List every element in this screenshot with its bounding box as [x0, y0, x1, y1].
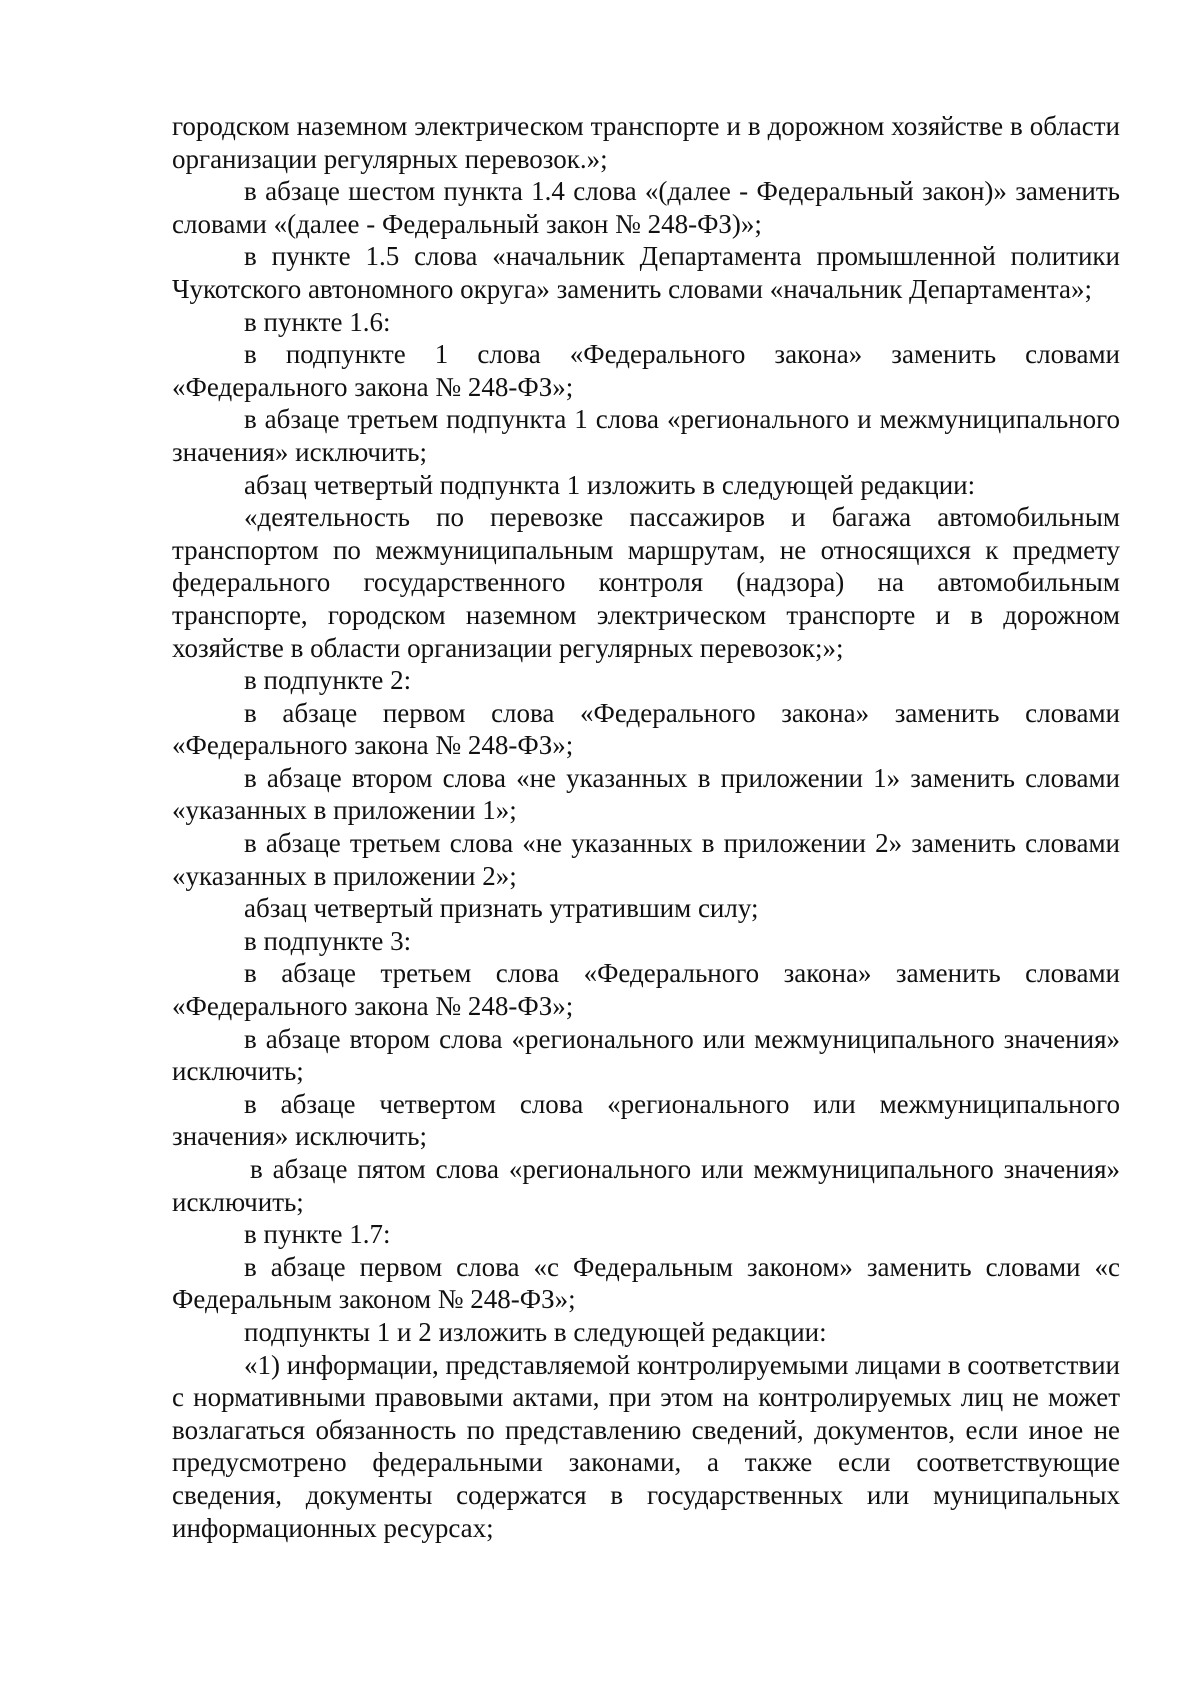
- paragraph-sub-2-first: в абзаце первом слова «Федерального закона» заменить словами «Федерального закона № 248-ФЗ»;: [172, 697, 1120, 761]
- paragraph-1-6-sub-1-fourth: абзац четвертый подпункта 1 изложить в следующей редакции:: [244, 469, 976, 500]
- paragraph-quoted-information: «1) информации, представляемой контролируемыми лицами в соответствии с нормативными правовыми актами, при этом на контролируемых лиц не может возлагаться обязанность по представлению сведений, документов, если иное не предусмотрено федеральными законами, а также если соответствующие сведения, документы содержатся в государственных или муниципальных информационных ресурсах;: [172, 1349, 1120, 1543]
- paragraph-1-4: в абзаце шестом пункта 1.4 слова «(далее - Федеральный закон)» заменить словами «(далее - Федеральный закон № 248-ФЗ)»;: [172, 176, 1120, 239]
- paragraph-sub-3-third: в абзаце третьем слова «Федерального закона» заменить словами «Федерального закона № 248-ФЗ»;: [172, 958, 1120, 1022]
- paragraph-sub-2-fourth: абзац четвертый признать утратившим силу;: [244, 893, 759, 924]
- paragraph-continuation: городском наземном электрическом транспорте и в дорожном хозяйстве в области организации регулярных перевозок.»;: [172, 111, 1120, 174]
- paragraph-sub-2-heading: в подпункте 2:: [244, 665, 412, 696]
- paragraph-sub-3-fifth: в абзаце пятом слова «регионального или межмуниципального значения» исключить;: [172, 1154, 1120, 1217]
- paragraph-1-7-first: в абзаце первом слова «с Федеральным законом» заменить словами «с Федеральным законом № 248-ФЗ»;: [172, 1251, 1120, 1315]
- paragraph-quoted-activity: «деятельность по перевозке пассажиров и багажа автомобильным транспортом по межмуниципальным маршрутам, не относящихся к предмету федерального государственного контроля (надзора) на автомобильным транспорте, городском наземном электрическом транспорте и в дорожном хозяйстве в области организации регулярных перевозок;»;: [172, 502, 1120, 663]
- paragraph-sub-2-second: в абзаце втором слова «не указанных в приложении 1» заменить словами «указанных в приложении 1»;: [172, 762, 1120, 826]
- paragraph-sub-2-third: в абзаце третьем слова «не указанных в приложении 2» заменить словами «указанных в приложении 2»;: [172, 828, 1120, 891]
- paragraph-1-7-heading: в пункте 1.7:: [244, 1219, 391, 1250]
- paragraph-1-6-sub-1-third: в абзаце третьем подпункта 1 слова «регионального и межмуниципального значения» исключить;: [172, 404, 1120, 467]
- document-page: [172, 110, 1120, 1544]
- paragraph-1-7-subpoints: подпункты 1 и 2 изложить в следующей редакции:: [244, 1316, 827, 1347]
- paragraph-1-5: в пункте 1.5 слова «начальник Департамента промышленной политики Чукотского автономного округа» заменить словами «начальник Департамента»;: [172, 241, 1120, 304]
- paragraph-sub-3-second: в абзаце втором слова «регионального или межмуниципального значения» исключить;: [172, 1023, 1120, 1087]
- paragraph-sub-3-heading: в подпункте 3:: [244, 925, 412, 956]
- paragraph-1-6-heading: в пункте 1.6:: [244, 306, 391, 337]
- paragraph-sub-3-fourth: в абзаце четвертом слова «регионального или межмуниципального значения» исключить;: [172, 1088, 1120, 1152]
- paragraph-1-6-sub-1: в подпункте 1 слова «Федерального закона» заменить словами «Федерального закона № 248-ФЗ»;: [172, 339, 1120, 402]
